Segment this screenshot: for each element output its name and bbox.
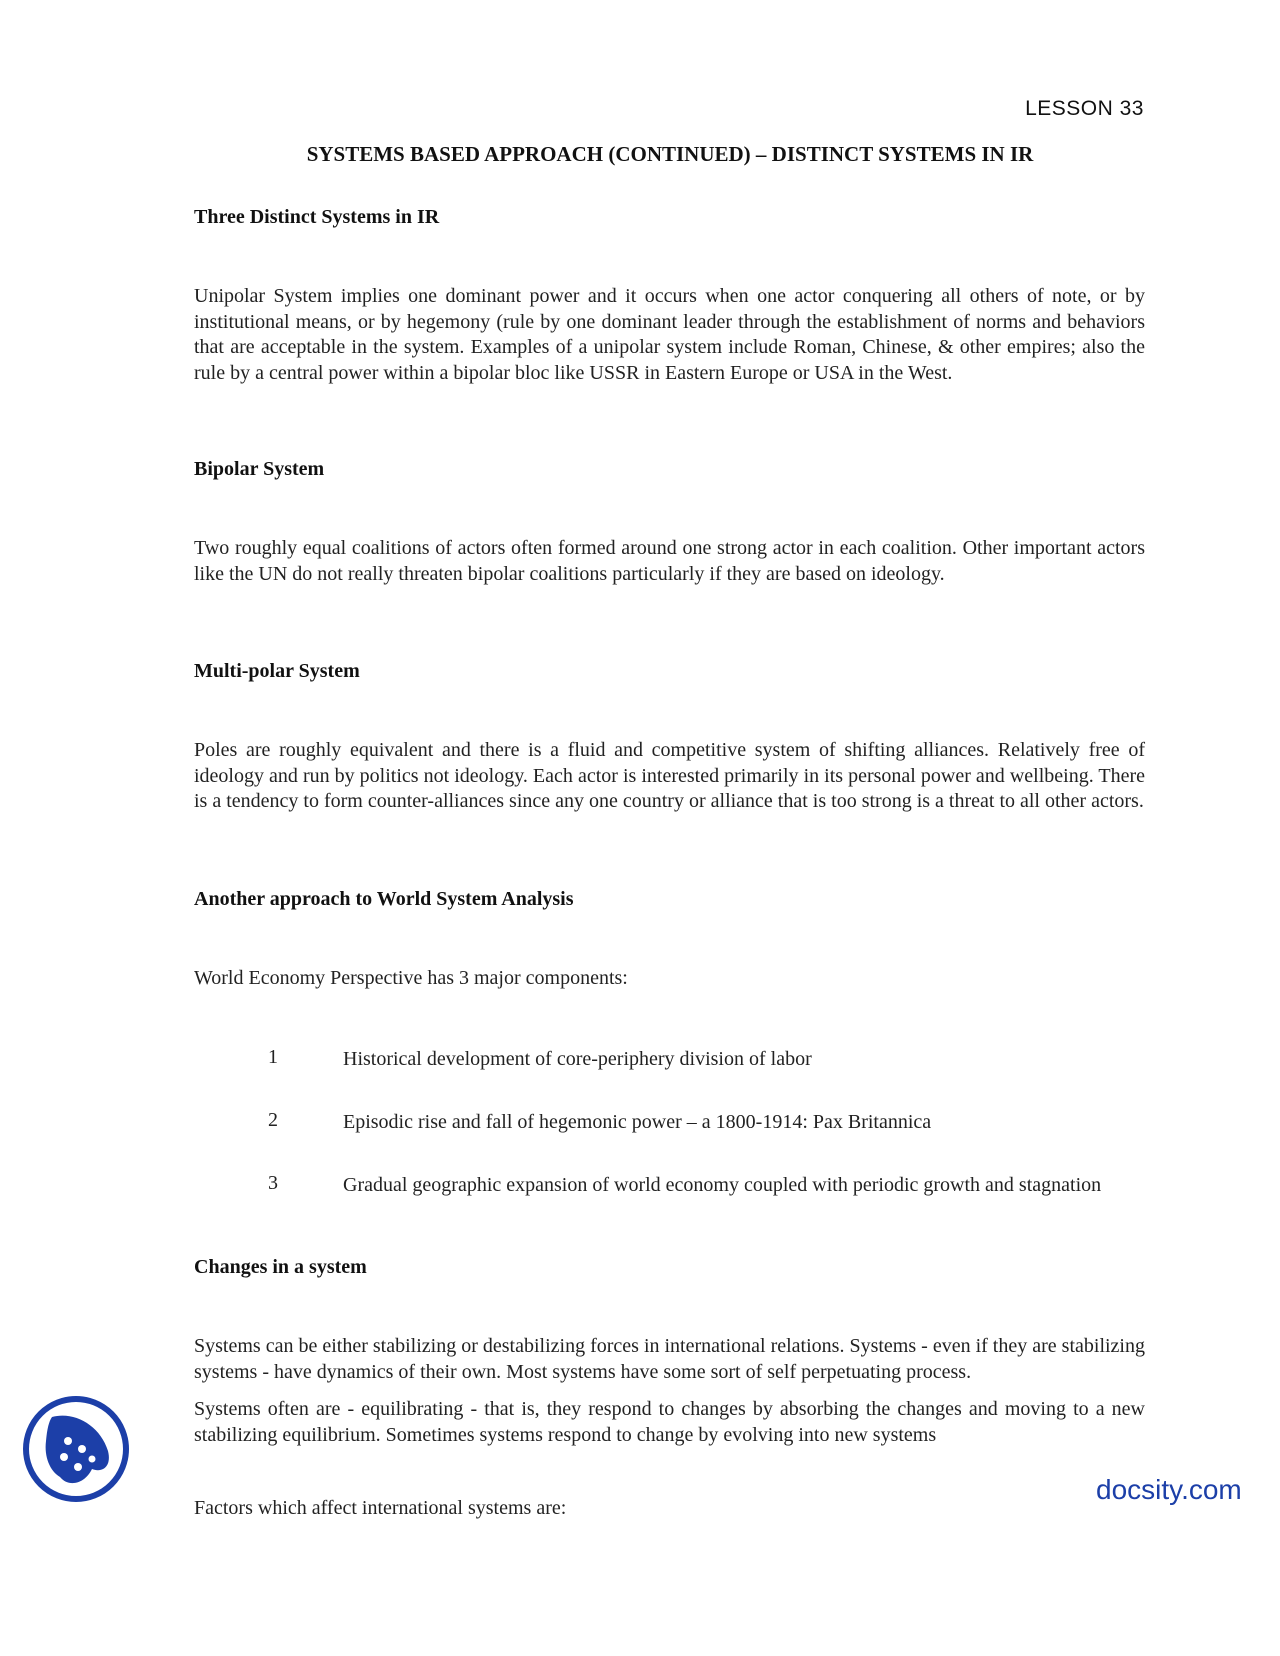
paragraph-world-economy-intro: World Economy Perspective has 3 major components: bbox=[194, 967, 628, 989]
lesson-number: LESSON 33 bbox=[1025, 98, 1144, 118]
list-item-text: Episodic rise and fall of hegemonic power – a 1800-1914: Pax Britannica bbox=[343, 1111, 932, 1133]
docsity-logo-icon bbox=[22, 1395, 130, 1503]
section-heading-world-system: Another approach to World System Analysis bbox=[194, 888, 574, 910]
list-item-number: 1 bbox=[268, 1046, 278, 1068]
section-heading-three-systems: Three Distinct Systems in IR bbox=[194, 206, 440, 228]
paragraph-factors: Factors which affect international systems are: bbox=[194, 1497, 567, 1519]
list-item-text: Historical development of core-periphery division of labor bbox=[343, 1048, 812, 1070]
section-heading-changes: Changes in a system bbox=[194, 1256, 367, 1278]
section-heading-multipolar: Multi-polar System bbox=[194, 660, 360, 682]
paragraph-unipolar: Unipolar System implies one dominant power and it occurs when one actor conquering all others of note, or by institutional means, or by hegemony (rule by one dominant leader through the establishment of norms and behaviors that are acceptable in the system. Examples of a unipolar system include Roman, Chinese, & other empires; also the rule by a central power within a bipolar bloc like USSR in Eastern Europe or USA in the West. bbox=[194, 285, 1145, 384]
paragraph-bipolar: Two roughly equal coalitions of actors often formed around one strong actor in each coalition. Other important actors like the UN do not really threaten bipolar coalitions particularly if they are based on ideology. bbox=[194, 537, 1145, 585]
list-item-text: Gradual geographic expansion of world economy coupled with periodic growth and stagnation bbox=[343, 1174, 1102, 1196]
list-item-number: 2 bbox=[268, 1109, 278, 1131]
section-heading-bipolar: Bipolar System bbox=[194, 458, 325, 480]
page-title: SYSTEMS BASED APPROACH (CONTINUED) – DISTINCT SYSTEMS IN IR bbox=[306, 142, 1034, 166]
paragraph-multipolar: Poles are roughly equivalent and there is a fluid and competitive system of shifting alliances. Relatively free of ideology and run by politics not ideology. Each actor is interested primarily in its personal power and wellbeing. There is a tendency to form counter-alliances since any one country or alliance that is too strong is a threat to all other actors. bbox=[194, 739, 1145, 812]
paragraph-changes-1: Systems can be either stabilizing or destabilizing forces in international relations. Systems - even if they are stabilizing systems - have dynamics of their own. Most systems have some sort of self perpetuating process. bbox=[194, 1335, 1145, 1383]
docsity-brand-link[interactable]: docsity.com bbox=[1096, 1474, 1242, 1505]
paragraph-changes-2: Systems often are - equilibrating - that is, they respond to changes by absorbing the changes and moving to a new stabilizing equilibrium. Sometimes systems respond to change by evolving into new systems bbox=[194, 1398, 1145, 1446]
list-item-number: 3 bbox=[268, 1172, 278, 1194]
